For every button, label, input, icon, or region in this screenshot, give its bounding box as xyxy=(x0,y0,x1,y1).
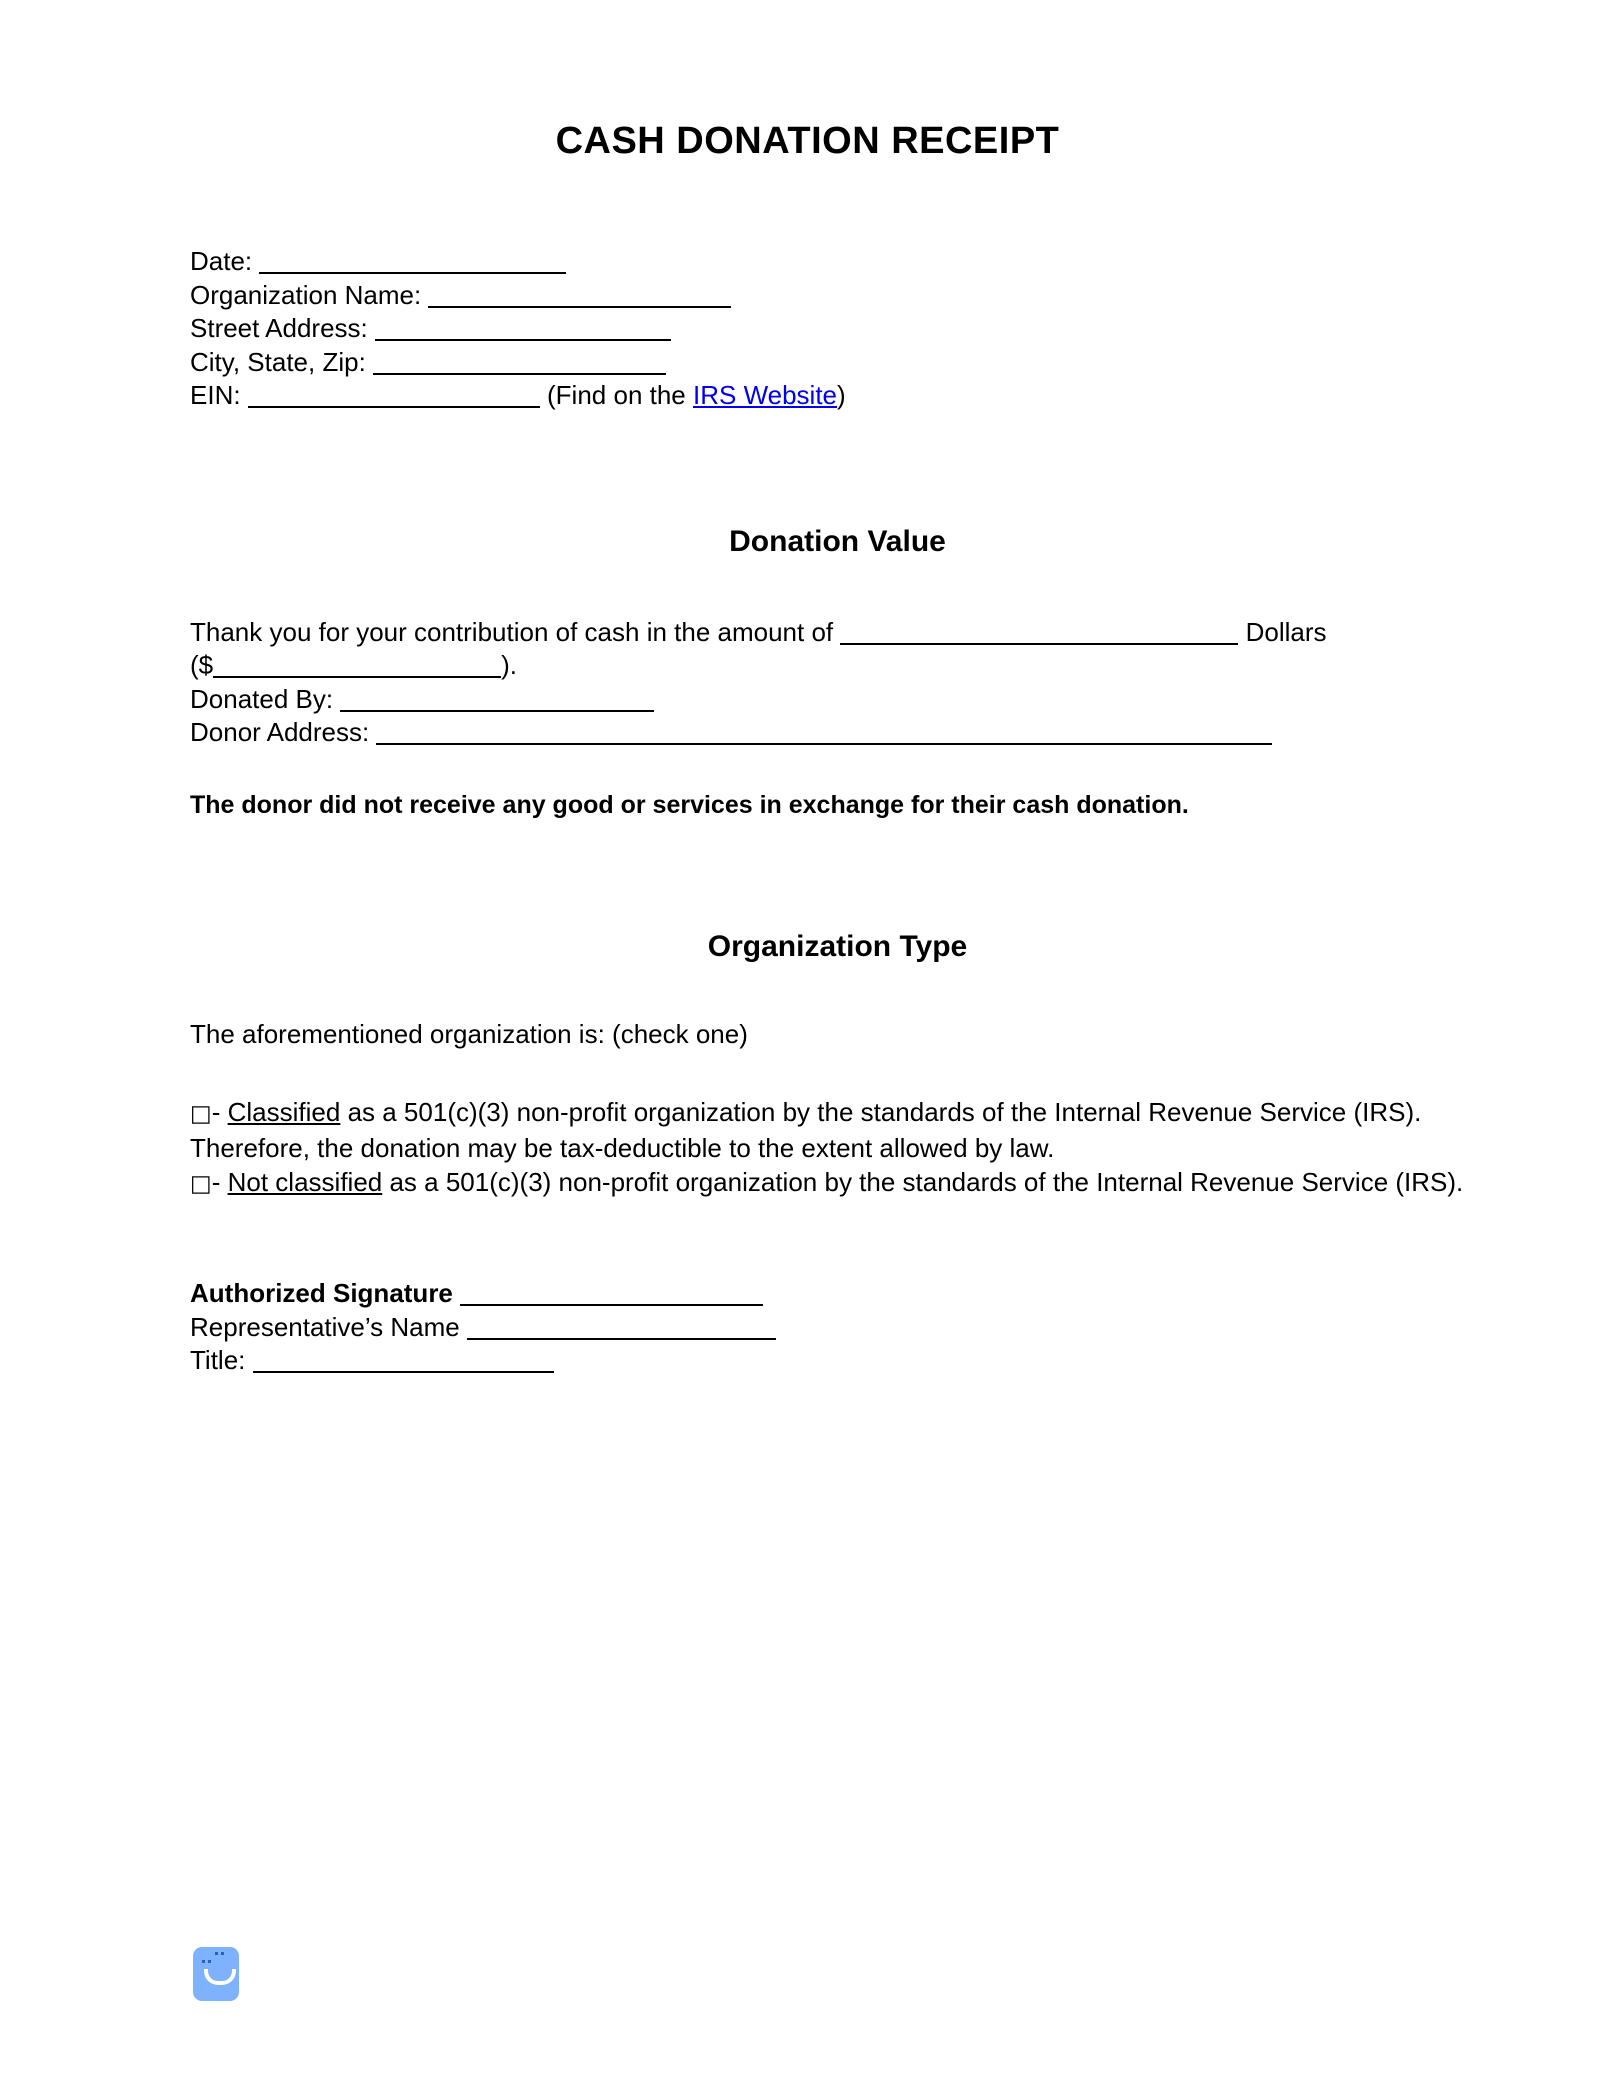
logo-smile-arc xyxy=(204,1969,236,1985)
donor-address-input-rule[interactable] xyxy=(376,743,1272,745)
field-donor-address xyxy=(190,716,1485,750)
donation-value-block xyxy=(190,616,1485,750)
amount-words-input-rule[interactable] xyxy=(840,643,1238,645)
donated-by-input-rule[interactable] xyxy=(340,710,654,712)
option-text: as a 501(c)(3) non-profit organization by the standards of the Internal Revenue Service (IRS). Therefore, the donation may be tax-deductible to the extent allowed by law. xyxy=(190,1097,1422,1163)
title-input-rule[interactable] xyxy=(253,1371,554,1373)
field-date xyxy=(190,245,1485,279)
city-state-zip-label: City, State, Zip: xyxy=(190,346,374,377)
smiling-document-logo-icon xyxy=(193,1947,239,2001)
section-heading-organization-type: Organization Type xyxy=(707,929,968,963)
checkbox-icon[interactable]: □ xyxy=(190,1101,212,1127)
representative-name-input-rule[interactable] xyxy=(467,1338,776,1340)
donor-address-label: Donor Address: xyxy=(190,717,377,747)
field-title xyxy=(190,1344,1485,1378)
option-emphasis: Classified xyxy=(227,1097,341,1127)
field-street-address xyxy=(190,312,1485,346)
option-dash: - xyxy=(211,1097,228,1127)
logo-dot xyxy=(202,1960,205,1963)
field-authorized-signature xyxy=(190,1277,1485,1311)
dollar-open-paren: ($ xyxy=(190,650,214,680)
authorized-signature-label: Authorized Signature xyxy=(190,1278,461,1308)
no-goods-statement: The donor did not receive any good or services in exchange for their cash donation. xyxy=(190,790,1189,819)
authorized-signature-input-rule[interactable] xyxy=(460,1304,763,1306)
option-emphasis: Not classified xyxy=(227,1167,383,1197)
option-not-classified[interactable] xyxy=(190,1165,1485,1201)
ein-hint-prefix: (Find on the xyxy=(539,380,693,410)
field-representative-name xyxy=(190,1311,1485,1345)
organization-name-label: Organization Name: xyxy=(190,279,429,310)
organization-type-options xyxy=(190,1095,1485,1201)
option-classified[interactable] xyxy=(190,1095,1485,1165)
date-label: Date: xyxy=(190,246,260,276)
irs-website-link[interactable]: IRS Website xyxy=(693,380,838,410)
logo-dot xyxy=(221,1952,224,1955)
document-body xyxy=(0,245,1615,1378)
checkbox-icon[interactable]: □ xyxy=(190,1171,212,1197)
organization-name-input-rule[interactable] xyxy=(428,306,731,308)
ein-hint-suffix: ) xyxy=(837,380,846,410)
representative-name-label: Representative’s Name xyxy=(190,1311,467,1342)
section-heading-donation-value: Donation Value xyxy=(729,524,946,558)
ein-label: EIN: xyxy=(190,380,248,410)
thank-you-text: Thank you for your contribution of cash in the amount of xyxy=(190,616,841,647)
title-label: Title: xyxy=(190,1345,253,1375)
amount-numeric-input-rule[interactable] xyxy=(213,676,501,678)
field-organization-name xyxy=(190,279,1485,313)
street-address-label: Street Address: xyxy=(190,313,375,343)
signature-block xyxy=(190,1277,1485,1378)
dollars-word: Dollars xyxy=(1238,616,1327,647)
street-address-input-rule[interactable] xyxy=(375,339,671,341)
option-text: as a 501(c)(3) non-profit organization by the standards of the Internal Revenue Service (IRS). xyxy=(382,1167,1464,1197)
field-city-state-zip xyxy=(190,346,1485,380)
logo-dot xyxy=(215,1952,218,1955)
date-input-rule[interactable] xyxy=(259,272,566,274)
donated-by-label: Donated By: xyxy=(190,683,341,714)
dollar-close-paren: ). xyxy=(501,650,518,680)
thank-you-line xyxy=(190,616,1485,650)
logo-dot xyxy=(208,1960,211,1963)
field-donated-by xyxy=(190,683,1485,717)
city-state-zip-input-rule[interactable] xyxy=(373,373,666,375)
field-ein xyxy=(190,379,1485,413)
organization-details-block xyxy=(190,245,1485,413)
organization-type-instruction: The aforementioned organization is: (check one) xyxy=(190,1018,748,1049)
ein-input-rule[interactable] xyxy=(248,406,540,408)
option-dash: - xyxy=(211,1167,228,1197)
amount-numeric-line xyxy=(190,649,1485,683)
page-title: CASH DONATION RECEIPT xyxy=(555,120,1060,162)
